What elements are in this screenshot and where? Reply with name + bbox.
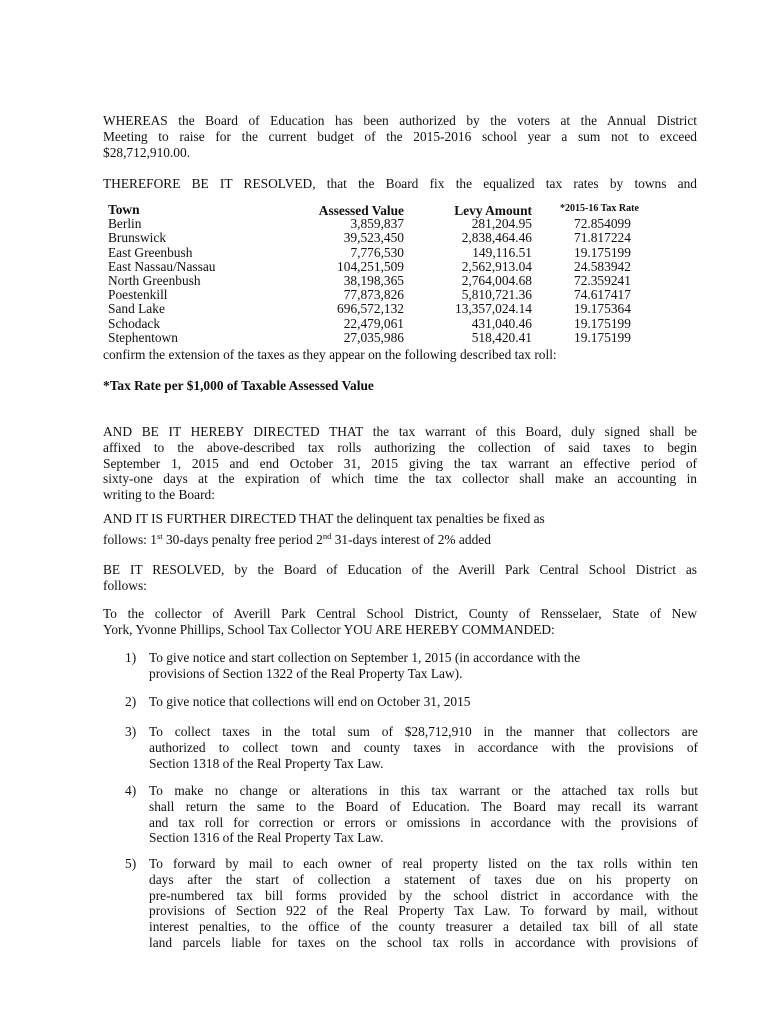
assessed-value-cell: 3,859,837 bbox=[350, 216, 404, 232]
penalty-sup-1: st bbox=[156, 531, 163, 541]
tax-rate-cell: 71.817224 bbox=[574, 230, 631, 246]
assessed-value-cell: 7,776,530 bbox=[350, 244, 404, 260]
item-5-line-5: interest penalties, to the office of the county treasurer a detailed tax bill of all state bbox=[149, 919, 698, 935]
command-item-1 bbox=[125, 650, 698, 682]
item-number: 4) bbox=[125, 783, 137, 798]
penalty-sup-2: nd bbox=[322, 531, 332, 541]
assessed-value-cell: 39,523,450 bbox=[343, 230, 404, 246]
levy-amount-cell: 518,420.41 bbox=[471, 329, 532, 345]
item-4-line-1: To make no change or alterations in this tax warrant or the attached tax rolls but bbox=[149, 783, 698, 798]
table-row bbox=[108, 317, 668, 331]
town-cell: East Nassau/Nassau bbox=[108, 258, 216, 274]
table-row bbox=[108, 246, 668, 260]
item-number: 5) bbox=[125, 856, 137, 871]
penalty-text-c: 31-days interest of 2% added bbox=[331, 532, 491, 547]
confirm-paragraph bbox=[103, 347, 697, 363]
table-row bbox=[108, 260, 668, 274]
item-5-line-4: provisions of Section 922 of the Real Property Tax Law. To forward by mail, without bbox=[149, 903, 698, 919]
tax-rate-footnote bbox=[103, 378, 697, 394]
item-5-line-3: pre-numbered tax bill forms provided by the school district in accordance with the bbox=[149, 887, 698, 903]
whereas-line-1: WHEREAS the Board of Education has been authorized by the voters at the Annual District bbox=[103, 113, 697, 128]
town-cell: Poestenkill bbox=[108, 287, 168, 303]
resolved-line-1: BE IT RESOLVED, by the Board of Education of the Averill Park Central School District as bbox=[103, 562, 697, 577]
command-item-2 bbox=[125, 694, 698, 710]
levy-amount-cell: 5,810,721.36 bbox=[461, 287, 532, 303]
table-row bbox=[108, 331, 668, 345]
item-3-line-2: authorized to collect town and county taxes in accordance with the provisions of bbox=[149, 739, 698, 755]
further-paragraph bbox=[103, 511, 697, 527]
levy-amount-cell: 13,357,024.14 bbox=[455, 301, 532, 317]
assessed-value-cell: 104,251,509 bbox=[337, 258, 404, 274]
header-town: Town bbox=[108, 202, 140, 217]
town-cell: Brunswick bbox=[108, 230, 167, 246]
table-row bbox=[108, 302, 668, 316]
whereas-line-2: Meeting to raise for the current budget of the 2015-2016 school year a sum not to exceed bbox=[103, 128, 697, 144]
directed-line-5: writing to the Board: bbox=[103, 487, 215, 503]
tax-rate-cell: 24.583942 bbox=[574, 258, 631, 274]
levy-amount-cell: 149,116.51 bbox=[472, 244, 532, 260]
header-assessed-value: Assessed Value bbox=[318, 203, 404, 218]
tax-rate-cell: 19.175199 bbox=[574, 315, 631, 331]
town-cell: North Greenbush bbox=[108, 272, 201, 288]
header-tax-rate: *2015-16 Tax Rate bbox=[560, 203, 639, 214]
table-body bbox=[108, 217, 668, 345]
item-1-line-2: provisions of Section 1322 of the Real Property Tax Law). bbox=[149, 665, 463, 681]
collector-line-1: To the collector of Averill Park Central School District, County of Rensselaer, State of New bbox=[103, 606, 697, 621]
table-row bbox=[108, 274, 668, 288]
confirm-line: confirm the extension of the taxes as they appear on the following described tax roll: bbox=[103, 347, 557, 362]
table-row bbox=[108, 288, 668, 302]
item-4-line-4: Section 1316 of the Real Property Tax Law. bbox=[149, 830, 384, 846]
whereas-line-3: $28,712,910.00. bbox=[103, 144, 191, 160]
collector-paragraph bbox=[103, 606, 697, 638]
assessed-value-cell: 38,198,365 bbox=[343, 272, 404, 288]
item-4-line-2: shall return the same to the Board of Education. The Board may recall its warrant bbox=[149, 798, 698, 814]
command-item-5 bbox=[125, 856, 698, 951]
footnote-text: *Tax Rate per $1,000 of Taxable Assessed Value bbox=[103, 378, 374, 393]
item-3-line-1: To collect taxes in the total sum of $28,712,910 in the manner that collectors are bbox=[149, 724, 698, 739]
item-number: 2) bbox=[125, 694, 137, 709]
directed-line-2: affixed to the above-described tax rolls authorizing the collection of said taxes to begin bbox=[103, 439, 697, 455]
tax-rate-cell: 19.175199 bbox=[574, 329, 631, 345]
resolved-line-2: follows: bbox=[103, 577, 147, 593]
town-cell: Schodack bbox=[108, 315, 161, 331]
levy-amount-cell: 2,562,913.04 bbox=[461, 258, 532, 274]
directed-paragraph bbox=[103, 424, 697, 503]
penalty-line bbox=[103, 532, 697, 548]
item-number: 1) bbox=[125, 650, 137, 665]
town-cell: Stephentown bbox=[108, 329, 178, 345]
command-item-3 bbox=[125, 724, 698, 771]
town-cell: Sand Lake bbox=[108, 301, 165, 317]
table-header-row bbox=[108, 203, 668, 217]
item-5-line-6: land parcels liable for taxes on the school tax rolls in accordance with provisions of bbox=[149, 934, 698, 950]
tax-rate-table bbox=[108, 203, 668, 345]
table-row bbox=[108, 217, 668, 231]
tax-rate-cell: 19.175364 bbox=[574, 301, 631, 317]
penalty-text-b: 30-days penalty free period 2 bbox=[162, 532, 323, 547]
therefore-line: THEREFORE BE IT RESOLVED, that the Board fix the equalized tax rates by towns and bbox=[103, 176, 697, 191]
levy-amount-cell: 431,040.46 bbox=[471, 315, 532, 331]
table-row bbox=[108, 231, 668, 245]
penalty-text-a: follows: 1 bbox=[103, 532, 157, 547]
town-cell: Berlin bbox=[108, 216, 142, 232]
levy-amount-cell: 281,204.95 bbox=[471, 216, 532, 232]
levy-amount-cell: 2,838,464.46 bbox=[461, 230, 532, 246]
whereas-paragraph bbox=[103, 113, 697, 160]
item-5-line-2: days after the start of collection a statement of taxes due on his property on bbox=[149, 871, 698, 887]
item-4-line-3: and tax roll for correction or errors or omissions in accordance with the provisions of bbox=[149, 814, 698, 830]
assessed-value-cell: 696,572,132 bbox=[337, 301, 404, 317]
tax-rate-cell: 74.617417 bbox=[574, 287, 631, 303]
collector-line-2: York, Yvonne Phillips, School Tax Collector YOU ARE HEREBY COMMANDED: bbox=[103, 621, 555, 637]
item-number: 3) bbox=[125, 724, 137, 739]
header-levy-amount: Levy Amount bbox=[454, 203, 532, 218]
tax-rate-cell: 19.175199 bbox=[574, 244, 631, 260]
town-cell: East Greenbush bbox=[108, 244, 193, 260]
tax-rate-cell: 72.854099 bbox=[574, 216, 631, 232]
assessed-value-cell: 77,873,826 bbox=[343, 287, 404, 303]
further-line-1: AND IT IS FURTHER DIRECTED THAT the delinquent tax penalties be fixed as bbox=[103, 511, 545, 526]
item-5-line-1: To forward by mail to each owner of real property listed on the tax rolls within ten bbox=[149, 856, 698, 871]
assessed-value-cell: 22,479,061 bbox=[343, 315, 404, 331]
resolved-paragraph bbox=[103, 562, 697, 594]
directed-line-4: sixty-one days at the expiration of which time the tax collector shall make an accounting in bbox=[103, 471, 697, 487]
command-item-4 bbox=[125, 783, 698, 846]
tax-rate-cell: 72.359241 bbox=[574, 272, 631, 288]
levy-amount-cell: 2,764,004.68 bbox=[461, 272, 532, 288]
therefore-paragraph bbox=[103, 176, 697, 192]
directed-line-1: AND BE IT HEREBY DIRECTED THAT the tax warrant of this Board, duly signed shall be bbox=[103, 424, 697, 439]
directed-line-3: September 1, 2015 and end October 31, 2015 giving the tax warrant an effective period of bbox=[103, 455, 697, 471]
item-1-line-1: To give notice and start collection on September 1, 2015 (in accordance with the bbox=[149, 650, 581, 665]
assessed-value-cell: 27,035,986 bbox=[343, 329, 404, 345]
item-2-line-1: To give notice that collections will end on October 31, 2015 bbox=[149, 694, 471, 709]
item-3-line-3: Section 1318 of the Real Property Tax Law. bbox=[149, 755, 384, 771]
